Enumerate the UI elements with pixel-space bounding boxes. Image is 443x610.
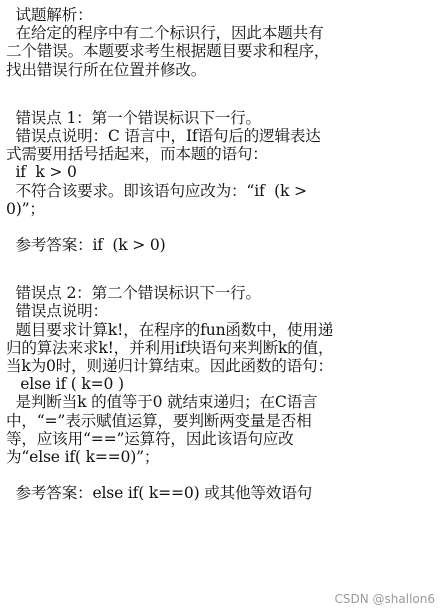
error-2-line: 是判断当k 的值等于0 就结束递归；在C语言 <box>6 393 318 412</box>
error-1-heading: 错误点 1：第一个错误标识下一行。 <box>6 108 261 127</box>
intro-line: 找出错误行所在位置并修改。 <box>6 60 207 79</box>
spacer <box>6 466 438 484</box>
watermark: CSDN @shallon6 <box>334 592 435 606</box>
error-1-line: 0)”； <box>6 199 45 218</box>
error-2-line: 为“else if( k==0)”； <box>6 448 160 467</box>
error-1-line: 错误点说明：C 语言中，If语句后的逻辑表达 <box>6 127 321 146</box>
error-2-line: 题目要求计算k!，在程序的fun函数中，使用递 <box>6 320 334 339</box>
doc-title: 试题解析： <box>6 6 93 24</box>
spacer <box>6 218 438 236</box>
intro-line: 在给定的程序中有二个标识行，因此本题共有 <box>6 24 324 43</box>
spacer <box>6 79 438 97</box>
error-2-heading: 错误点 2：第二个错误标识下一行。 <box>6 284 261 303</box>
error-2-line: 中，“=”表示赋值运算，要判断两变量是否相 <box>6 411 312 430</box>
error-section-2 <box>6 284 438 502</box>
error-2-line: 等，应该用“==”运算符，因此该语句应改 <box>6 429 294 448</box>
error-2-code-line: else if ( k=0 ) <box>6 375 124 394</box>
error-2-line: 归的算法来求k!，并利用if块语句来判断k的值， <box>6 338 334 357</box>
intro-paragraph <box>6 24 438 79</box>
error-2-line: 当k为0时，则递归计算结束。因此函数的语句： <box>6 357 333 376</box>
spacer <box>6 254 438 272</box>
spacer <box>6 97 438 109</box>
error-section-1 <box>6 109 438 254</box>
error-1-answer: 参考答案：if (k > 0) <box>6 236 166 255</box>
intro-line: 二个错误。本题要求考生根据题目要求和程序， <box>6 42 330 61</box>
error-1-line: 式需要用括号括起来，而本题的语句： <box>6 145 268 164</box>
error-2-answer: 参考答案：else if( k==0) 或其他等效语句 <box>6 484 312 503</box>
spacer <box>6 272 438 284</box>
error-1-line: 不符合该要求。即该语句应改为：“if (k > <box>6 181 307 200</box>
solution-document <box>6 6 438 502</box>
error-1-code-line: if k > 0 <box>6 163 77 182</box>
error-2-line: 错误点说明： <box>6 302 108 321</box>
